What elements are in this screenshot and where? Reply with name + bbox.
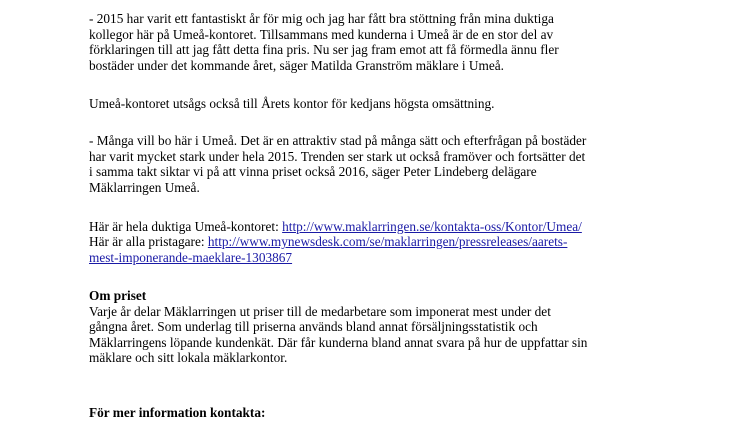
office-link-label: Här är hela duktiga Umeå-kontoret:	[89, 218, 283, 234]
quote2-line: Mäklarringen Umeå.	[89, 179, 200, 195]
winners-link-line	[89, 234, 567, 250]
office-link-line	[89, 219, 582, 235]
contact-heading: För mer information kontakta:	[89, 405, 266, 420]
about-line: mäklare och sitt lokala mäklarkontor.	[89, 350, 288, 365]
winners-link-line	[89, 250, 292, 266]
office-link[interactable]: http://www.maklarringen.se/kontakta-oss/Kontor/Umea/	[282, 218, 582, 234]
about-line: Mäklarringens löpande kundenkät. Där får kunderna bland annat svara på hur de uppfattar sin	[89, 334, 588, 350]
office-award-text: Umeå-kontoret utsågs också till Årets kontor för kedjans högsta omsättning.	[89, 95, 495, 111]
quote2-line: i samma takt siktar vi på att vinna priset också 2016, säger Peter Lindeberg delägare	[89, 164, 537, 179]
winners-link-label: Här är alla pristagare:	[89, 234, 208, 249]
about-heading: Om priset	[89, 288, 147, 303]
quote2-line: har varit mycket stark under hela 2015. Trenden ser stark ut också framöver och fortsätter det	[89, 148, 586, 164]
winners-link-continued[interactable]: mest-imponerande-maeklare-1303867	[89, 249, 293, 265]
quote1-line: bostäder under det kommande året, säger Matilda Granström mäklare i Umeå.	[89, 57, 505, 73]
quote2-line: - Många vill bo här i Umeå. Det är en attraktiv stad på många sätt och efterfrågan på bostäder	[89, 133, 587, 148]
quote1-line: kollegor här på Umeå-kontoret. Tillsammans med kunderna i Umeå är de en stor del av	[89, 26, 554, 42]
winners-link[interactable]: http://www.mynewsdesk.com/se/maklarringen/pressreleases/aarets-	[207, 234, 568, 249]
quote1-line: förklaringen till att jag fått detta fina pris. Nu ser jag fram emot att få förmedla ännu fler	[89, 42, 559, 57]
quote1-line: - 2015 har varit ett fantastiskt år för mig och jag har fått bra stöttning från mina duktiga	[89, 11, 554, 26]
about-line: Varje år delar Mäklarringen ut priser till de medarbetare som imponerat mest under det	[89, 303, 551, 319]
about-line: gångna året. Som underlag till priserna används bland annat försäljningsstatistik och	[89, 319, 538, 334]
